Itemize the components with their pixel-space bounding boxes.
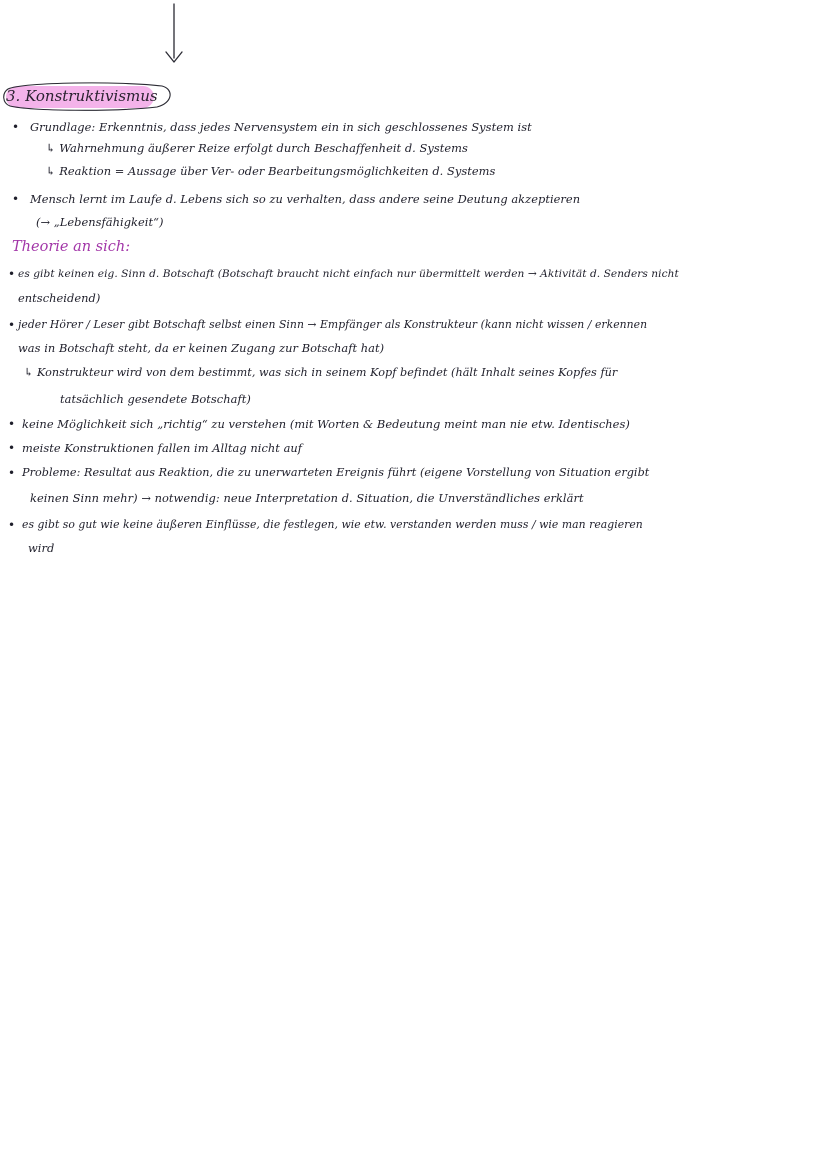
text-line: ↳ Reaktion = Aussage über Ver- oder Bearbeitungsmöglichkeiten d. Systems bbox=[46, 164, 496, 178]
bullet-dot: • bbox=[12, 120, 20, 134]
text-line: entscheidend) bbox=[18, 291, 101, 305]
bullet-dot: • bbox=[8, 417, 16, 431]
text-line: wird bbox=[28, 541, 55, 555]
text-line: Probleme: Resultat aus Reaktion, die zu unerwarteten Ereignis führt (eigene Vorstellung von Situation ergibt bbox=[22, 466, 650, 479]
text-line: es gibt so gut wie keine äußeren Einflüsse, die festlegen, wie etw. verstanden werden muss / wie man reagieren bbox=[22, 518, 643, 531]
arrow-down-icon bbox=[160, 2, 188, 68]
bullet-dot: • bbox=[8, 518, 16, 532]
text-line: tatsächlich gesendete Botschaft) bbox=[60, 392, 251, 406]
subheading-theory: Theorie an sich: bbox=[12, 239, 131, 255]
text-line: was in Botschaft steht, da er keinen Zugang zur Botschaft hat) bbox=[18, 341, 385, 355]
bullet-dot: • bbox=[8, 318, 16, 332]
text-line: es gibt keinen eig. Sinn d. Botschaft (Botschaft braucht nicht einfach nur übermittelt werden → Aktivität d. Senders nicht bbox=[18, 268, 679, 280]
text-line: Mensch lernt im Laufe d. Lebens sich so zu verhalten, dass andere seine Deutung akzeptieren bbox=[30, 192, 581, 206]
text-line: keinen Sinn mehr) → notwendig: neue Interpretation d. Situation, die Unverständliches erklärt bbox=[30, 491, 584, 505]
bullet-dot: • bbox=[8, 267, 16, 281]
text-line: Grundlage: Erkenntnis, dass jedes Nervensystem ein in sich geschlossenes System ist bbox=[30, 120, 532, 134]
section-heading bbox=[4, 83, 158, 113]
text-line: meiste Konstruktionen fallen im Alltag nicht auf bbox=[22, 441, 303, 455]
bullet-dot: • bbox=[8, 441, 16, 455]
heading-text: 3. Konstruktivismus bbox=[6, 87, 158, 105]
text-line: keine Möglichkeit sich „richtig“ zu verstehen (mit Worten & Bedeutung meint man nie etw. Identisches) bbox=[22, 417, 630, 431]
text-line: jeder Hörer / Leser gibt Botschaft selbst einen Sinn → Empfänger als Konstrukteur (kann nicht wissen / erkennen bbox=[18, 318, 648, 331]
text-line: ↳ Wahrnehmung äußerer Reize erfolgt durch Beschaffenheit d. Systems bbox=[46, 141, 468, 155]
bullet-dot: • bbox=[8, 466, 16, 480]
text-line: (→ „Lebensfähigkeit“) bbox=[36, 215, 164, 229]
bullet-dot: • bbox=[12, 192, 20, 206]
text-line: ↳ Konstrukteur wird von dem bestimmt, was sich in seinem Kopf befindet (hält Inhalt seines Kopfes für bbox=[24, 366, 618, 379]
